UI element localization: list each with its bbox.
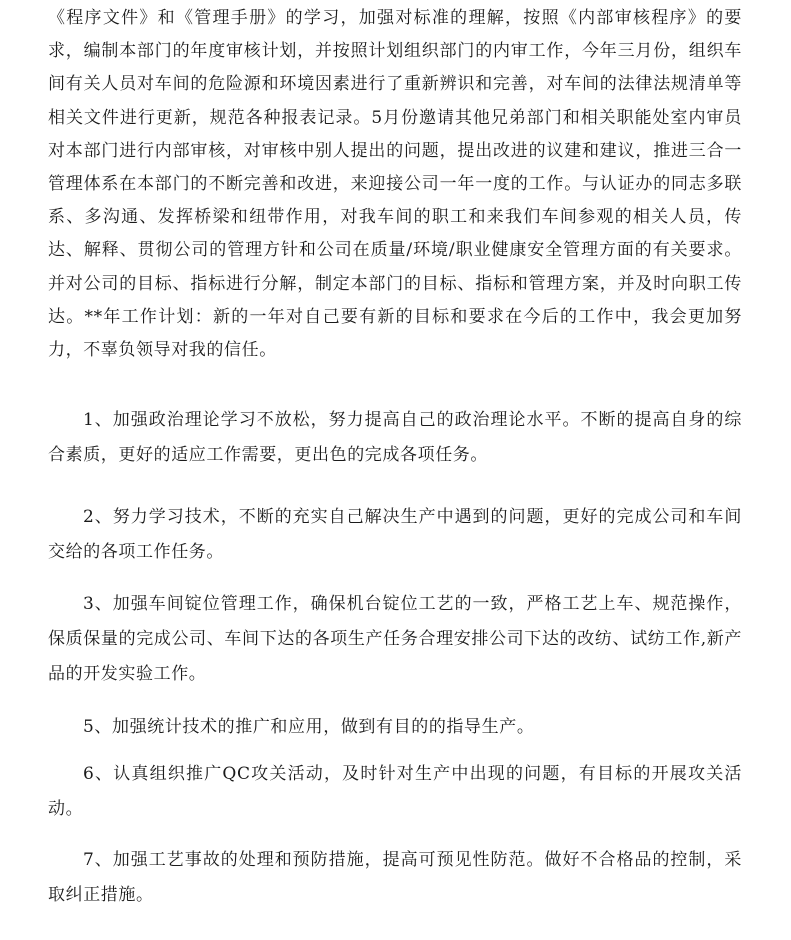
plan-item-3: 3、加强车间锭位管理工作，确保机台锭位工艺的一致，严格工艺上车、规范操作，保质保量的完成公司、车间下达的各项生产任务合理安排公司下达的改纺、试纺工作,新产品的开发实验工作。 [48,594,742,684]
plan-item-7: 7、加强工艺事故的处理和预防措施，提高可预见性防范。做好不合格品的控制，采取纠正措施。 [48,850,742,905]
plan-item-6: 6、认真组织推广QC攻关活动，及时针对生产中出现的问题，有目标的开展攻关活动。 [48,764,742,819]
plan-item-5: 5、加强统计技术的推广和应用，做到有目的的指导生产。 [83,717,535,737]
plan-item-2: 2、努力学习技术，不断的充实自己解决生产中遇到的问题，更好的完成公司和车间交给的各项工作任务。 [48,507,742,562]
intro-paragraph: 《程序文件》和《管理手册》的学习，加强对标准的理解，按照《内部审核程序》的要求，编制本部门的年度审核计划，并按照计划组织部门的内审工作，今年三月份，组织车间有关人员对车间的危险源和环境因素进行了重新辨识和完善，对车间的法律法规清单等相关文件进行更新，规范各种报表记录。5月份邀请其他兄弟部门和相关职能处室内审员对本部门进行内部审核，对审核中别人提出的问题，提出改进的议建和建议，推进三合一管理体系在本部门的不断完善和改进，来迎接公司一年一度的工作。与认证办的同志多联系、多沟通、发挥桥梁和纽带作用，对我车间的职工和来我们车间参观的相关人员，传达、解释、贯彻公司的管理方针和公司在质量/环境/职业健康安全管理方面的有关要求。并对公司的目标、指标进行分解，制定本部门的目标、指标和管理方案，并及时向职工传达。**年工作计划：新的一年对自己要有新的目标和要求在今后的工作中，我会更加努力，不辜负领导对我的信任。 [48,8,742,361]
plan-item-1: 1、加强政治理论学习不放松，努力提高自己的政治理论水平。不断的提高自身的综合素质，更好的适应工作需要，更出色的完成各项任务。 [48,410,742,465]
